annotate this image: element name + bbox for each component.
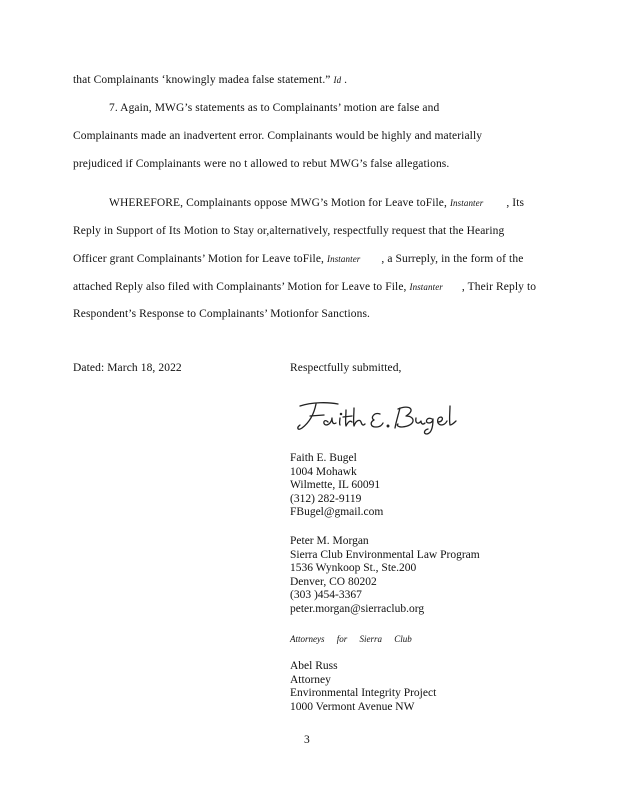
date-line: Dated: March 18, 2022 [73, 362, 182, 374]
text: , Its [506, 197, 525, 209]
organization: Environmental Integrity Project [290, 687, 437, 700]
instanter-italic: Instanter [409, 282, 443, 292]
paragraph-line [73, 281, 536, 293]
text: WHEREFORE, Complainants oppose MWG’s Motion for Leave toFile, [109, 197, 447, 209]
phone: (303 )454-3367 [290, 589, 362, 602]
paragraph-line: 7. Again, MWG’s statements as to Complainants’ motion are false and [109, 102, 440, 114]
name: Faith E. Bugel [290, 452, 357, 464]
closing-line: Respectfully submitted, [290, 362, 402, 374]
paragraph-line [73, 74, 347, 86]
city: Wilmette, IL 60091 [290, 479, 381, 492]
address-block-morgan [290, 535, 480, 617]
paragraph-line [109, 197, 524, 209]
page-number: 3 [304, 734, 310, 746]
citation-italic: Id [333, 75, 342, 85]
text: . [344, 74, 348, 86]
paragraph-line [73, 253, 523, 265]
text: attached Reply also filed with Complainants’ Motion for Leave to File, [73, 281, 407, 293]
city: Denver, CO 80202 [290, 575, 377, 588]
street: 1536 Wynkoop St., Ste.200 [290, 562, 417, 575]
email: peter.morgan@sierraclub.org [290, 602, 425, 615]
paragraph-line: prejudiced if Complainants were no t allowed to rebut MWG’s false allegations. [73, 158, 450, 170]
handwritten-signature [292, 392, 462, 436]
title: Attorney [290, 673, 331, 686]
address-block-russ [290, 660, 436, 714]
text: that Complainants ‘knowingly madea false statement.” [73, 74, 331, 86]
name: Peter M. Morgan [290, 535, 369, 547]
instanter-italic: Instanter [327, 254, 361, 264]
attorneys-for-line: Attorneys for Sierra Club [290, 634, 412, 644]
street: 1004 Mohawk [290, 465, 357, 478]
text: Officer grant Complainants’ Motion for Leave toFile, [73, 253, 325, 265]
paragraph-line: Respondent’s Response to Complainants’ Motionfor Sanctions. [73, 308, 370, 320]
email: FBugel@gmail.com [290, 506, 384, 519]
phone: (312) 282-9119 [290, 492, 362, 505]
name: Abel Russ [290, 660, 338, 672]
street: 1000 Vermont Avenue NW [290, 700, 415, 713]
address-block-bugel [290, 452, 383, 520]
organization: Sierra Club Environmental Law Program [290, 548, 480, 561]
instanter-italic: Instanter [449, 198, 484, 208]
text: , a Surreply, in the form of the [381, 253, 524, 265]
paragraph-line: Complainants made an inadvertent error. Complainants would be highly and materially [73, 130, 483, 142]
paragraph-line: Reply in Support of Its Motion to Stay or,alternatively, respectfully request that the Hearing [73, 225, 505, 237]
text: , Their Reply to [461, 281, 537, 293]
